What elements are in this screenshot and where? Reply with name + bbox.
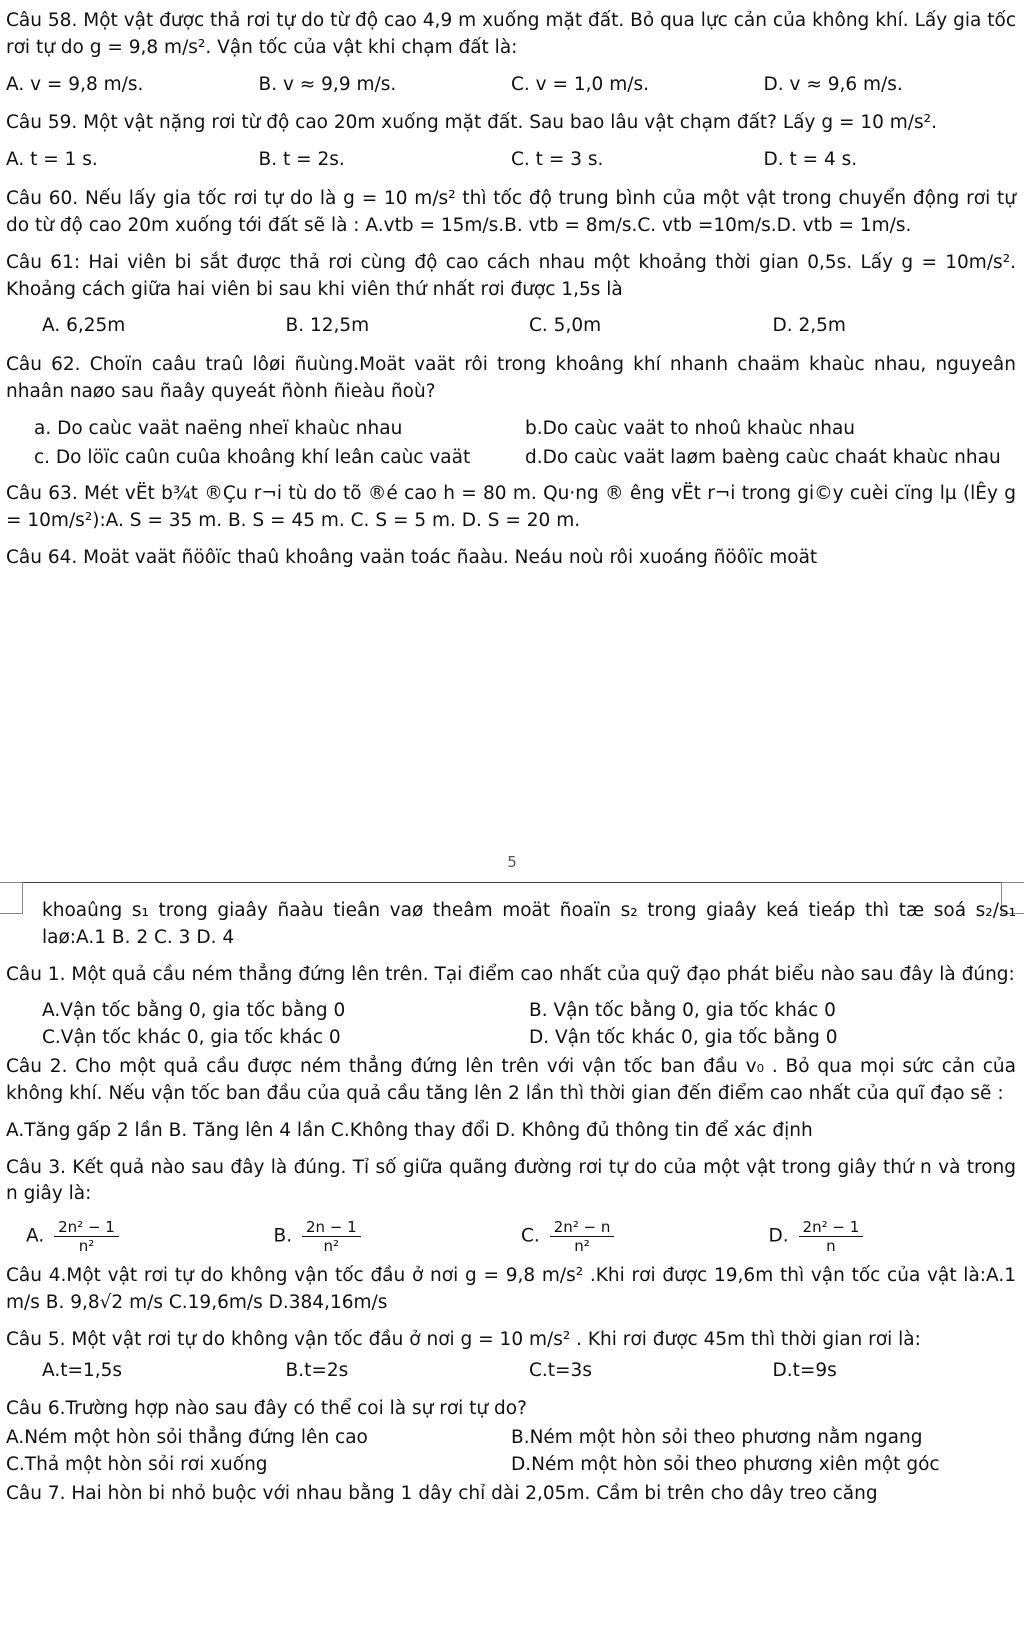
choice-c: C. v = 1,0 m/s. [511, 73, 649, 95]
choice-d: D. t = 4 s. [763, 149, 858, 171]
fraction: $\frac{\text{2n² − 1}}{n}$ [799, 1218, 864, 1255]
choice-b: B. t = 2s. [258, 149, 345, 171]
choice-a: a. Do caùc vaät naëng nheï khaùc nhau [34, 417, 403, 439]
choice-a: A. 6,25m [42, 315, 126, 337]
question-58-stem: Câu 58. Một vật được thả rơi tự do từ độ cao 4,9 m xuống mặt đất. Bỏ qua lực cản của không khí. Lấy gia tốc rơi tự do g = 9,8 m/s². Vận tốc của vật khi chạm đất là: [6, 10, 1016, 58]
question-3-stem: Câu 3. Kết quả nào sau đây là đúng. Tỉ số giữa quãng đường rơi tự do của một vật trong giây thứ n và trong n giây là: [6, 1156, 1016, 1205]
choice-d: d.Do caùc vaät laøm baèng caùc chaát khaùc nhau [525, 446, 1001, 468]
question-6-stem: Câu 6.Trường hợp nào sau đây có thể coi là sự rơi tự do? [6, 1398, 527, 1420]
choice-d: D. Vận tốc khác 0, gia tốc bằng 0 [529, 1027, 838, 1049]
question-5-stem: Câu 5. Một vật rơi tự do không vận tốc đầu ở nơi g = 10 m/s² . Khi rơi được 45m thì thời gian rơi là: [6, 1328, 921, 1350]
choice-d: D.t=9s [772, 1359, 837, 1381]
choice-a: A.Vận tốc bằng 0, gia tốc bằng 0 [42, 1000, 346, 1022]
choice-b: B.Ném một hòn sỏi theo phương nằm ngang [511, 1427, 923, 1449]
question-62-choices-row2 [34, 445, 1016, 472]
question-1-stem: Câu 1. Một quả cầu ném thẳng đứng lên trên. Tại điểm cao nhất của quỹ đạo phát biểu nào sau đây là đúng: [6, 963, 1015, 985]
choice-d: D. v ≈ 9,6 m/s. [763, 73, 903, 95]
choice-c: c. Do löïc caûn cuûa khoâng khí leân caùc vaät [34, 446, 471, 468]
choice-a: A. $\frac{\text{2n² − 1}}{\text{n²}}$ [26, 1218, 274, 1255]
page-break [0, 852, 1024, 896]
choice-c: C.Thả một hòn sỏi rơi xuống [6, 1454, 268, 1475]
choice-b: B. Vận tốc bằng 0, gia tốc khác 0 [529, 1000, 836, 1022]
page-top-section [6, 8, 1016, 582]
page-divider [0, 882, 1024, 883]
question-59-stem: Câu 59. Một vật nặng rơi từ độ cao 20m xuống mặt đất. Sau bao lâu vật chạm đất? Lấy g = 10 m/s². [6, 112, 937, 134]
question-59-choices [6, 147, 1016, 174]
question-64-continuation: khoaûng s₁ trong giaây ñaàu tieân vaø theâm moät ñoaïn s₂ trong giaây keá tieáp thì tæ soá s₂/s₁ laø:A.1 B. 2 C. 3 D. 4 [42, 900, 1016, 948]
choice-b: B. v ≈ 9,9 m/s. [258, 73, 397, 95]
question-2-stem: Câu 2. Cho một quả cầu được ném thẳng đứng lên trên với vận tốc ban đầu v₀ . Bỏ qua mọi sức cản của không khí. Nếu vận tốc ban đầu của quả cầu tăng lên 2 lần thì thời gian đến điểm cao nhất của quĩ đạo sẽ : [6, 1056, 1016, 1104]
question-60-stem: Câu 60. Nếu lấy gia tốc rơi tự do là g = 10 m/s² thì tốc độ trung bình của một vật trong chuyển động rơi tự do từ độ cao 20m xuống tới đất sẽ là : A.vtb = 15m/s.B. vtb = 8m/s.C. vtb =10m/s.D. vtb = 1m/s. [6, 188, 1016, 236]
question-61-stem: Câu 61: Hai viên bi sắt được thả rơi cùng độ cao cách nhau một khoảng thời gian 0,5s. Lấy g = 10m/s². Khoảng cách giữa hai viên bi sau khi viên thứ nhất rơi được 1,5s là [6, 251, 1016, 300]
question-62-stem: Câu 62. Choïn caâu traû lôøi ñuùng.Moät vaät rôi trong khoâng khí nhanh chaäm khaùc nhau, nguyeân nhaân naøo sau ñaây quyeát ñònh ñieàu ñoù? [6, 354, 1016, 402]
choice-c: C. t = 3 s. [511, 149, 604, 171]
choice-d: D. $\frac{\text{2n² − 1}}{n}$ [769, 1218, 1017, 1255]
page-number: 5 [507, 853, 517, 871]
question-2-choices: A.Tăng gấp 2 lần B. Tăng lên 4 lần C.Không thay đổi D. Không đủ thông tin để xác định [6, 1119, 813, 1141]
choice-a: A.t=1,5s [42, 1359, 123, 1381]
question-62-choices [34, 416, 1016, 443]
question-6-choices [6, 1425, 1016, 1479]
choice-b: b.Do caùc vaät to nhoû khaùc nhau [525, 417, 856, 439]
question-3-choices [26, 1218, 1016, 1255]
question-7-stem: Câu 7. Hai hòn bi nhỏ buộc với nhau bằng 1 dây chỉ dài 2,05m. Cầm bi trên cho dây treo căng [6, 1482, 878, 1504]
choice-d: D.Ném một hòn sỏi theo phương xiên một góc [511, 1454, 940, 1475]
fraction: $\frac{2n - 1}{\text{n²}}$ [302, 1218, 361, 1255]
question-4-stem: Câu 4.Một vật rơi tự do không vận tốc đầu ở nơi g = 9,8 m/s² .Khi rơi được 19,6m thì vận tốc của vật là:A.1 m/s B. 9,8√2 m/s C.19,6m/s D.384,16m/s [6, 1265, 1016, 1313]
choice-b: B. 12,5m [285, 315, 370, 337]
choice-b: B. $\frac{2n - 1}{\text{n²}}$ [274, 1218, 522, 1255]
choice-a: A. v = 9,8 m/s. [6, 73, 144, 95]
question-58-choices [6, 72, 1016, 99]
question-1-choices [42, 998, 1016, 1052]
question-63-stem: Câu 63. Mét vËt b¾t ®Çu r¬i tù do tõ ®é cao h = 80 m. Qu·ng ® êng vËt r¬i trong gi©y cuèi cïng lµ (lÊy g = 10m/s²):A. S = 35 m. B. S = 45 m. C. S = 5 m. D. S = 20 m. [6, 483, 1016, 532]
choice-a: A.Ném một hòn sỏi thẳng đứng lên cao [6, 1427, 368, 1449]
choice-c: C.t=3s [529, 1359, 592, 1381]
choice-b: B.t=2s [285, 1359, 349, 1381]
choice-c: C. 5,0m [529, 315, 602, 337]
page-bottom-section [6, 898, 1016, 1508]
question-5-choices [6, 1358, 1016, 1385]
question-61-choices [6, 313, 1016, 340]
question-64-stem: Câu 64. Moät vaät ñöôïc thaû khoâng vaän toác ñaàu. Neáu noù rôi xuoáng ñöôïc moät [6, 547, 818, 568]
choice-c: C. $\frac{\text{2n² − n}}{\text{n²}}$ [521, 1218, 769, 1255]
choice-d: D. 2,5m [772, 315, 846, 337]
fraction: $\frac{\text{2n² − n}}{\text{n²}}$ [550, 1218, 615, 1255]
fraction: $\frac{\text{2n² − 1}}{\text{n²}}$ [54, 1218, 119, 1255]
choice-a: A. t = 1 s. [6, 149, 98, 171]
choice-c: C.Vận tốc khác 0, gia tốc khác 0 [42, 1027, 341, 1049]
